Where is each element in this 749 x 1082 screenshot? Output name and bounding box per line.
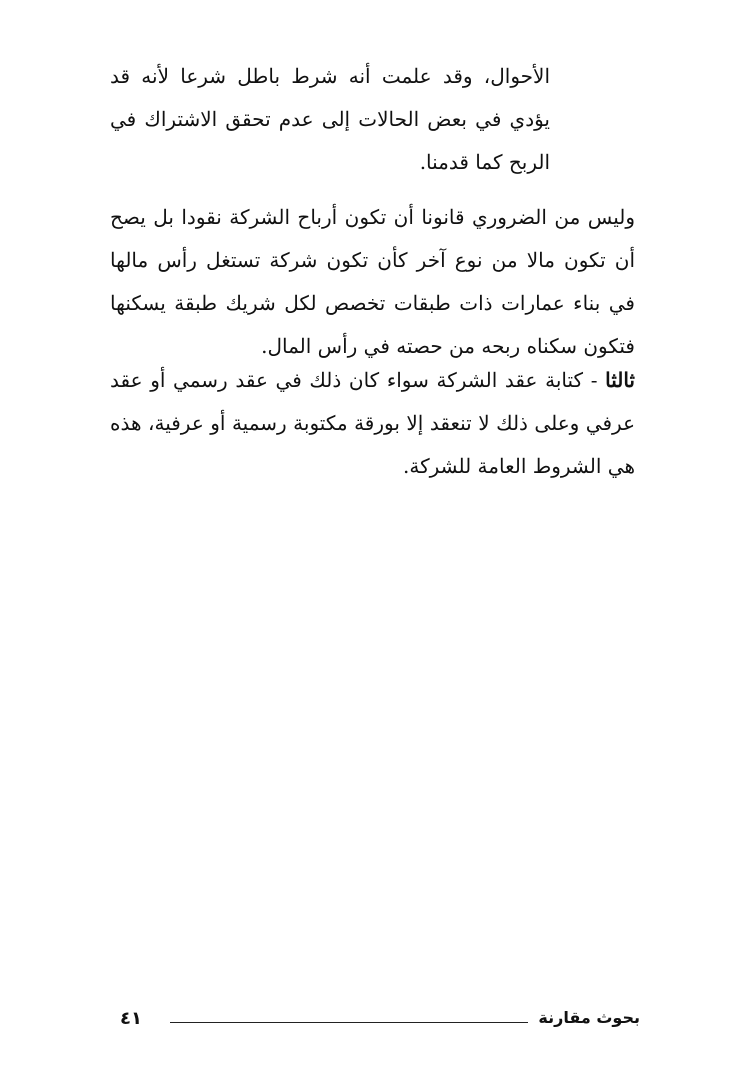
paragraph-third-condition [110,359,635,488]
footer-divider [170,1022,528,1023]
paragraph-continuation: الأحوال، وقد علمت أنه شرط باطل شرعا لأنه قد يؤدي في بعض الحالات إلى عدم تحقق الاشتراك في الربح كما قدمنا. [110,64,550,174]
page-footer [120,1008,640,1038]
running-title: بحوث مقارنة [538,1008,640,1027]
page-number: ٤١ [120,1008,142,1029]
paragraph-lead-word: ثالثا [605,368,635,392]
paragraph-third-text: - كتابة عقد الشركة سواء كان ذلك في عقد رسمي أو عقد عرفي وعلى ذلك لا تنعقد إلا بورقة مكتوبة رسمية أو عرفية، هذه هي الشروط العامة للشركة. [110,368,635,478]
paragraph-profits: وليس من الضروري قانونا أن تكون أرباح الشركة نقودا بل يصح أن تكون مالا من نوع آخر كأن تكون شركة تستغل رأس مالها في بناء عمارات ذات طبقات تخصص لكل شريك طبقة يسكنها فتكون سكناه ربحه من حصته في رأس المال. [110,205,635,358]
